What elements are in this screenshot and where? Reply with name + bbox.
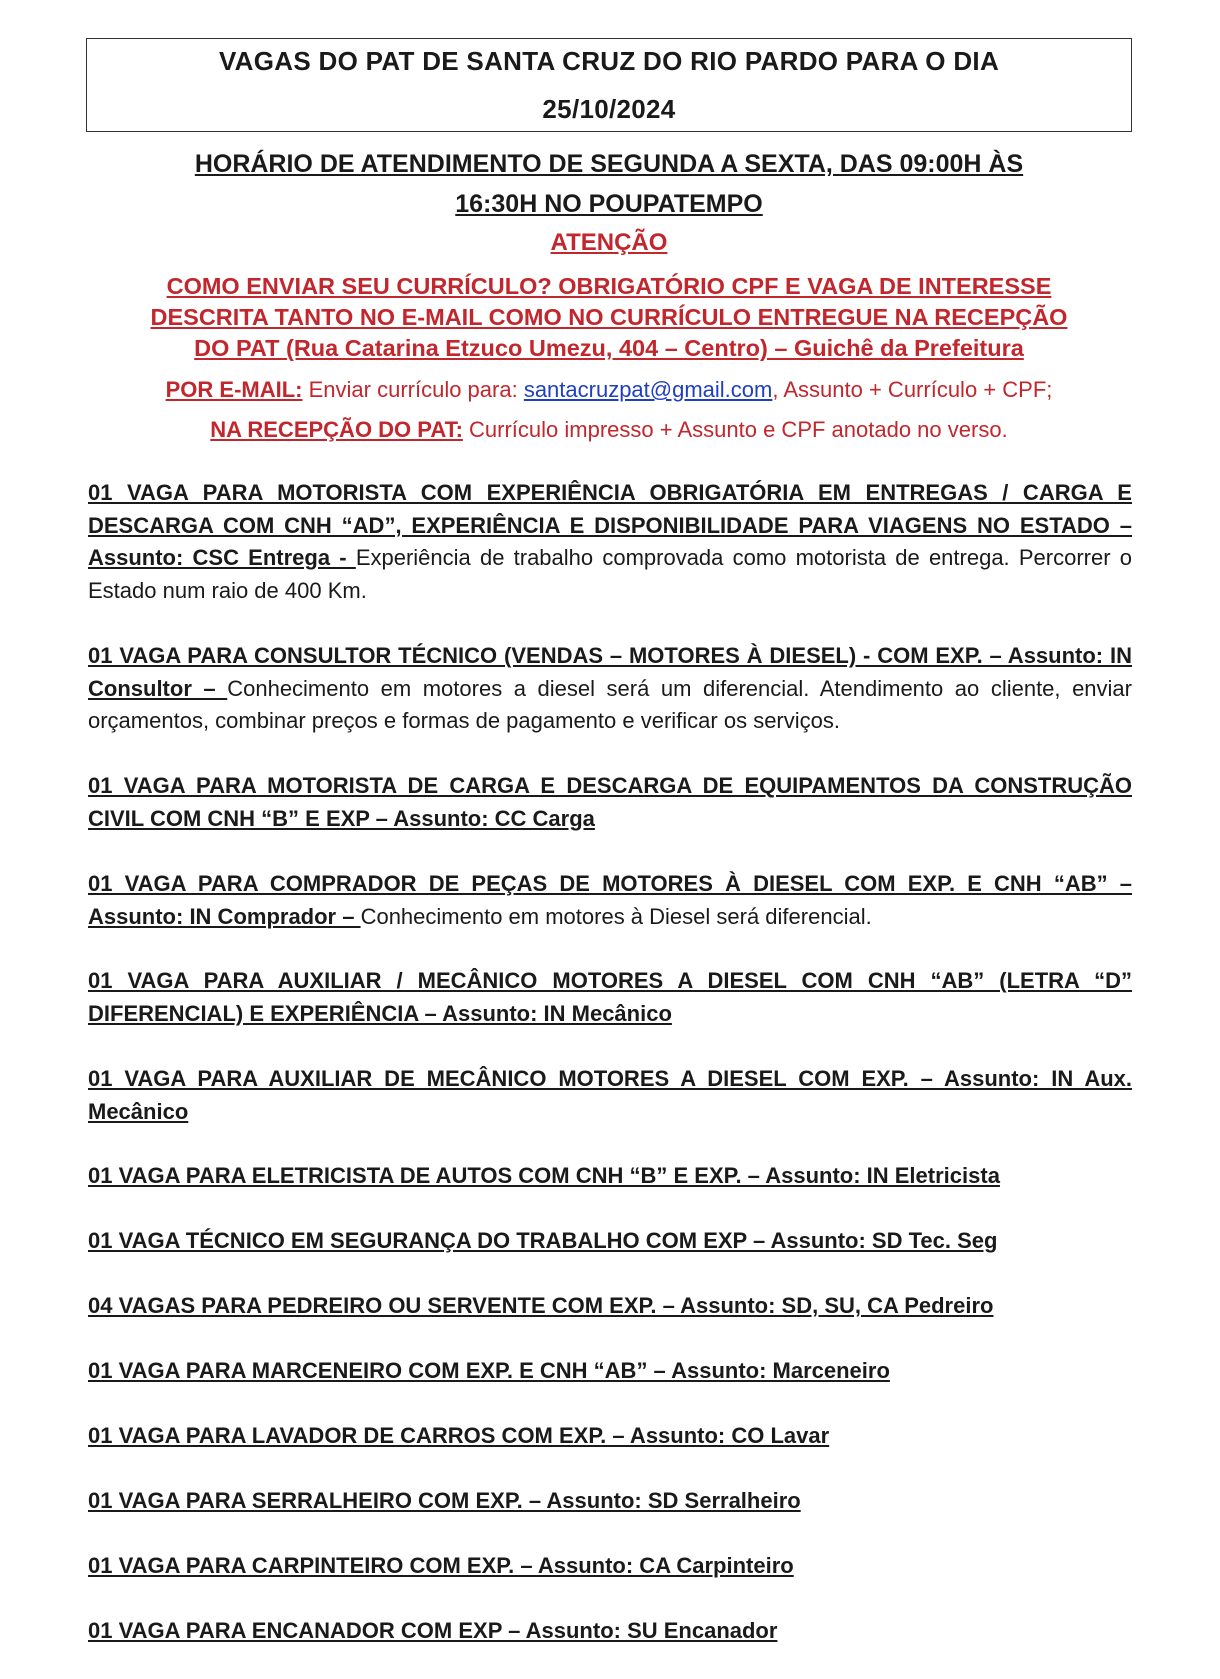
hours-line-1: HORÁRIO DE ATENDIMENTO DE SEGUNDA A SEXTA, DAS 09:00H ÀS [194,150,1024,178]
email-label: POR E-MAIL: [165,377,303,402]
title-line-1: VAGAS DO PAT DE SANTA CRUZ DO RIO PARDO PARA O DIA [218,46,1000,76]
job-listing [88,1355,1132,1388]
job-listing [88,1615,1132,1648]
reception-label: NA RECEPÇÃO DO PAT: [210,417,463,442]
job-heading: 01 VAGA PARA ELETRICISTA DE AUTOS COM CNH “B” E EXP. – Assunto: IN Eletricista [88,1163,1000,1188]
job-listing [88,1290,1132,1323]
email-link[interactable]: santacruzpat@gmail.com [523,377,773,402]
job-listing [88,868,1132,933]
page-title [219,37,999,133]
reception-text: Currículo impresso + Assunto e CPF anotado no verso. [462,417,1008,442]
job-description: Experiência de trabalho comprovada como motorista de entrega. Percorrer o Estado num raio de 400 Km. [88,545,1132,603]
job-listing [88,1225,1132,1258]
email-text: Enviar currículo para: [302,377,524,402]
job-listing [88,770,1132,835]
job-heading: 01 VAGA PARA MOTORISTA DE CARGA E DESCARGA DE EQUIPAMENTOS DA CONSTRUÇÃO CIVIL COM CNH “B” E EXP – Assunto: CC Carga [88,773,1132,831]
email-suffix: , Assunto + Currículo + CPF; [772,377,1053,402]
job-heading: 01 VAGA TÉCNICO EM SEGURANÇA DO TRABALHO COM EXP – Assunto: SD Tec. Seg [88,1228,998,1253]
job-listing [88,477,1132,607]
job-heading: 04 VAGAS PARA PEDREIRO OU SERVENTE COM EXP. – Assunto: SD, SU, CA Pedreiro [88,1293,994,1318]
job-heading: 01 VAGA PARA AUXILIAR / MECÂNICO MOTORES A DIESEL COM CNH “AB” (LETRA “D” DIFERENCIAL) E EXPERIÊNCIA – Assunto: IN Mecânico [88,968,1132,1026]
job-listing [88,1550,1132,1583]
job-heading: 01 VAGA PARA MARCENEIRO COM EXP. E CNH “AB” – Assunto: Marceneiro [88,1358,890,1383]
job-listing [88,1485,1132,1518]
job-listing [88,1063,1132,1128]
job-listing [88,965,1132,1030]
hours-line-2: 16:30H NO POUPATEMPO [455,190,763,218]
how-line-1: COMO ENVIAR SEU CURRÍCULO? OBRIGATÓRIO CPF E VAGA DE INTERESSE [166,273,1052,299]
job-heading: 01 VAGA PARA CONSULTOR TÉCNICO (VENDAS – MOTORES À DIESEL) - COM EXP. – Assunto: IN Consultor – [88,643,1132,701]
title-box [86,38,1132,132]
job-heading: 01 VAGA PARA AUXILIAR DE MECÂNICO MOTORES A DIESEL COM EXP. – Assunto: IN Aux. Mecânico [88,1066,1132,1124]
job-listing [88,640,1132,738]
opening-hours [86,144,1132,224]
email-instructions [86,374,1132,406]
reception-instructions [86,414,1132,446]
job-listing [88,1420,1132,1453]
job-heading: 01 VAGA PARA COMPRADOR DE PEÇAS DE MOTORES À DIESEL COM EXP. E CNH “AB” – Assunto: IN Comprador – [88,871,1132,929]
how-to-send-notice [86,271,1132,364]
job-description: Conhecimento em motores à Diesel será diferencial. [360,903,872,929]
job-heading: 01 VAGA PARA MOTORISTA COM EXPERIÊNCIA OBRIGATÓRIA EM ENTREGAS / CARGA E DESCARGA COM CNH “AD”, EXPERIÊNCIA E DISPONIBILIDADE PARA VIAGENS NO ESTADO – Assunto: CSC Entrega - [88,480,1132,570]
how-line-2: DESCRITA TANTO NO E-MAIL COMO NO CURRÍCULO ENTREGUE NA RECEPÇÃO [150,304,1068,330]
title-line-2: 25/10/2024 [542,94,676,124]
how-line-3: DO PAT (Rua Catarina Etzuco Umezu, 404 – Centro) – Guichê da Prefeitura [194,335,1024,361]
job-heading: 01 VAGA PARA ENCANADOR COM EXP – Assunto: SU Encanador [88,1618,778,1643]
job-description: Conhecimento em motores a diesel será um diferencial. Atendimento ao cliente, enviar orçamentos, combinar preços e formas de pagamento e verificar os serviços. [88,675,1132,733]
job-heading: 01 VAGA PARA CARPINTEIRO COM EXP. – Assunto: CA Carpinteiro [88,1553,794,1578]
job-listing [88,1160,1132,1193]
attention-heading: ATENÇÃO [550,229,668,256]
job-heading: 01 VAGA PARA LAVADOR DE CARROS COM EXP. – Assunto: CO Lavar [88,1423,830,1448]
job-heading: 01 VAGA PARA SERRALHEIRO COM EXP. – Assunto: SD Serralheiro [88,1488,801,1513]
